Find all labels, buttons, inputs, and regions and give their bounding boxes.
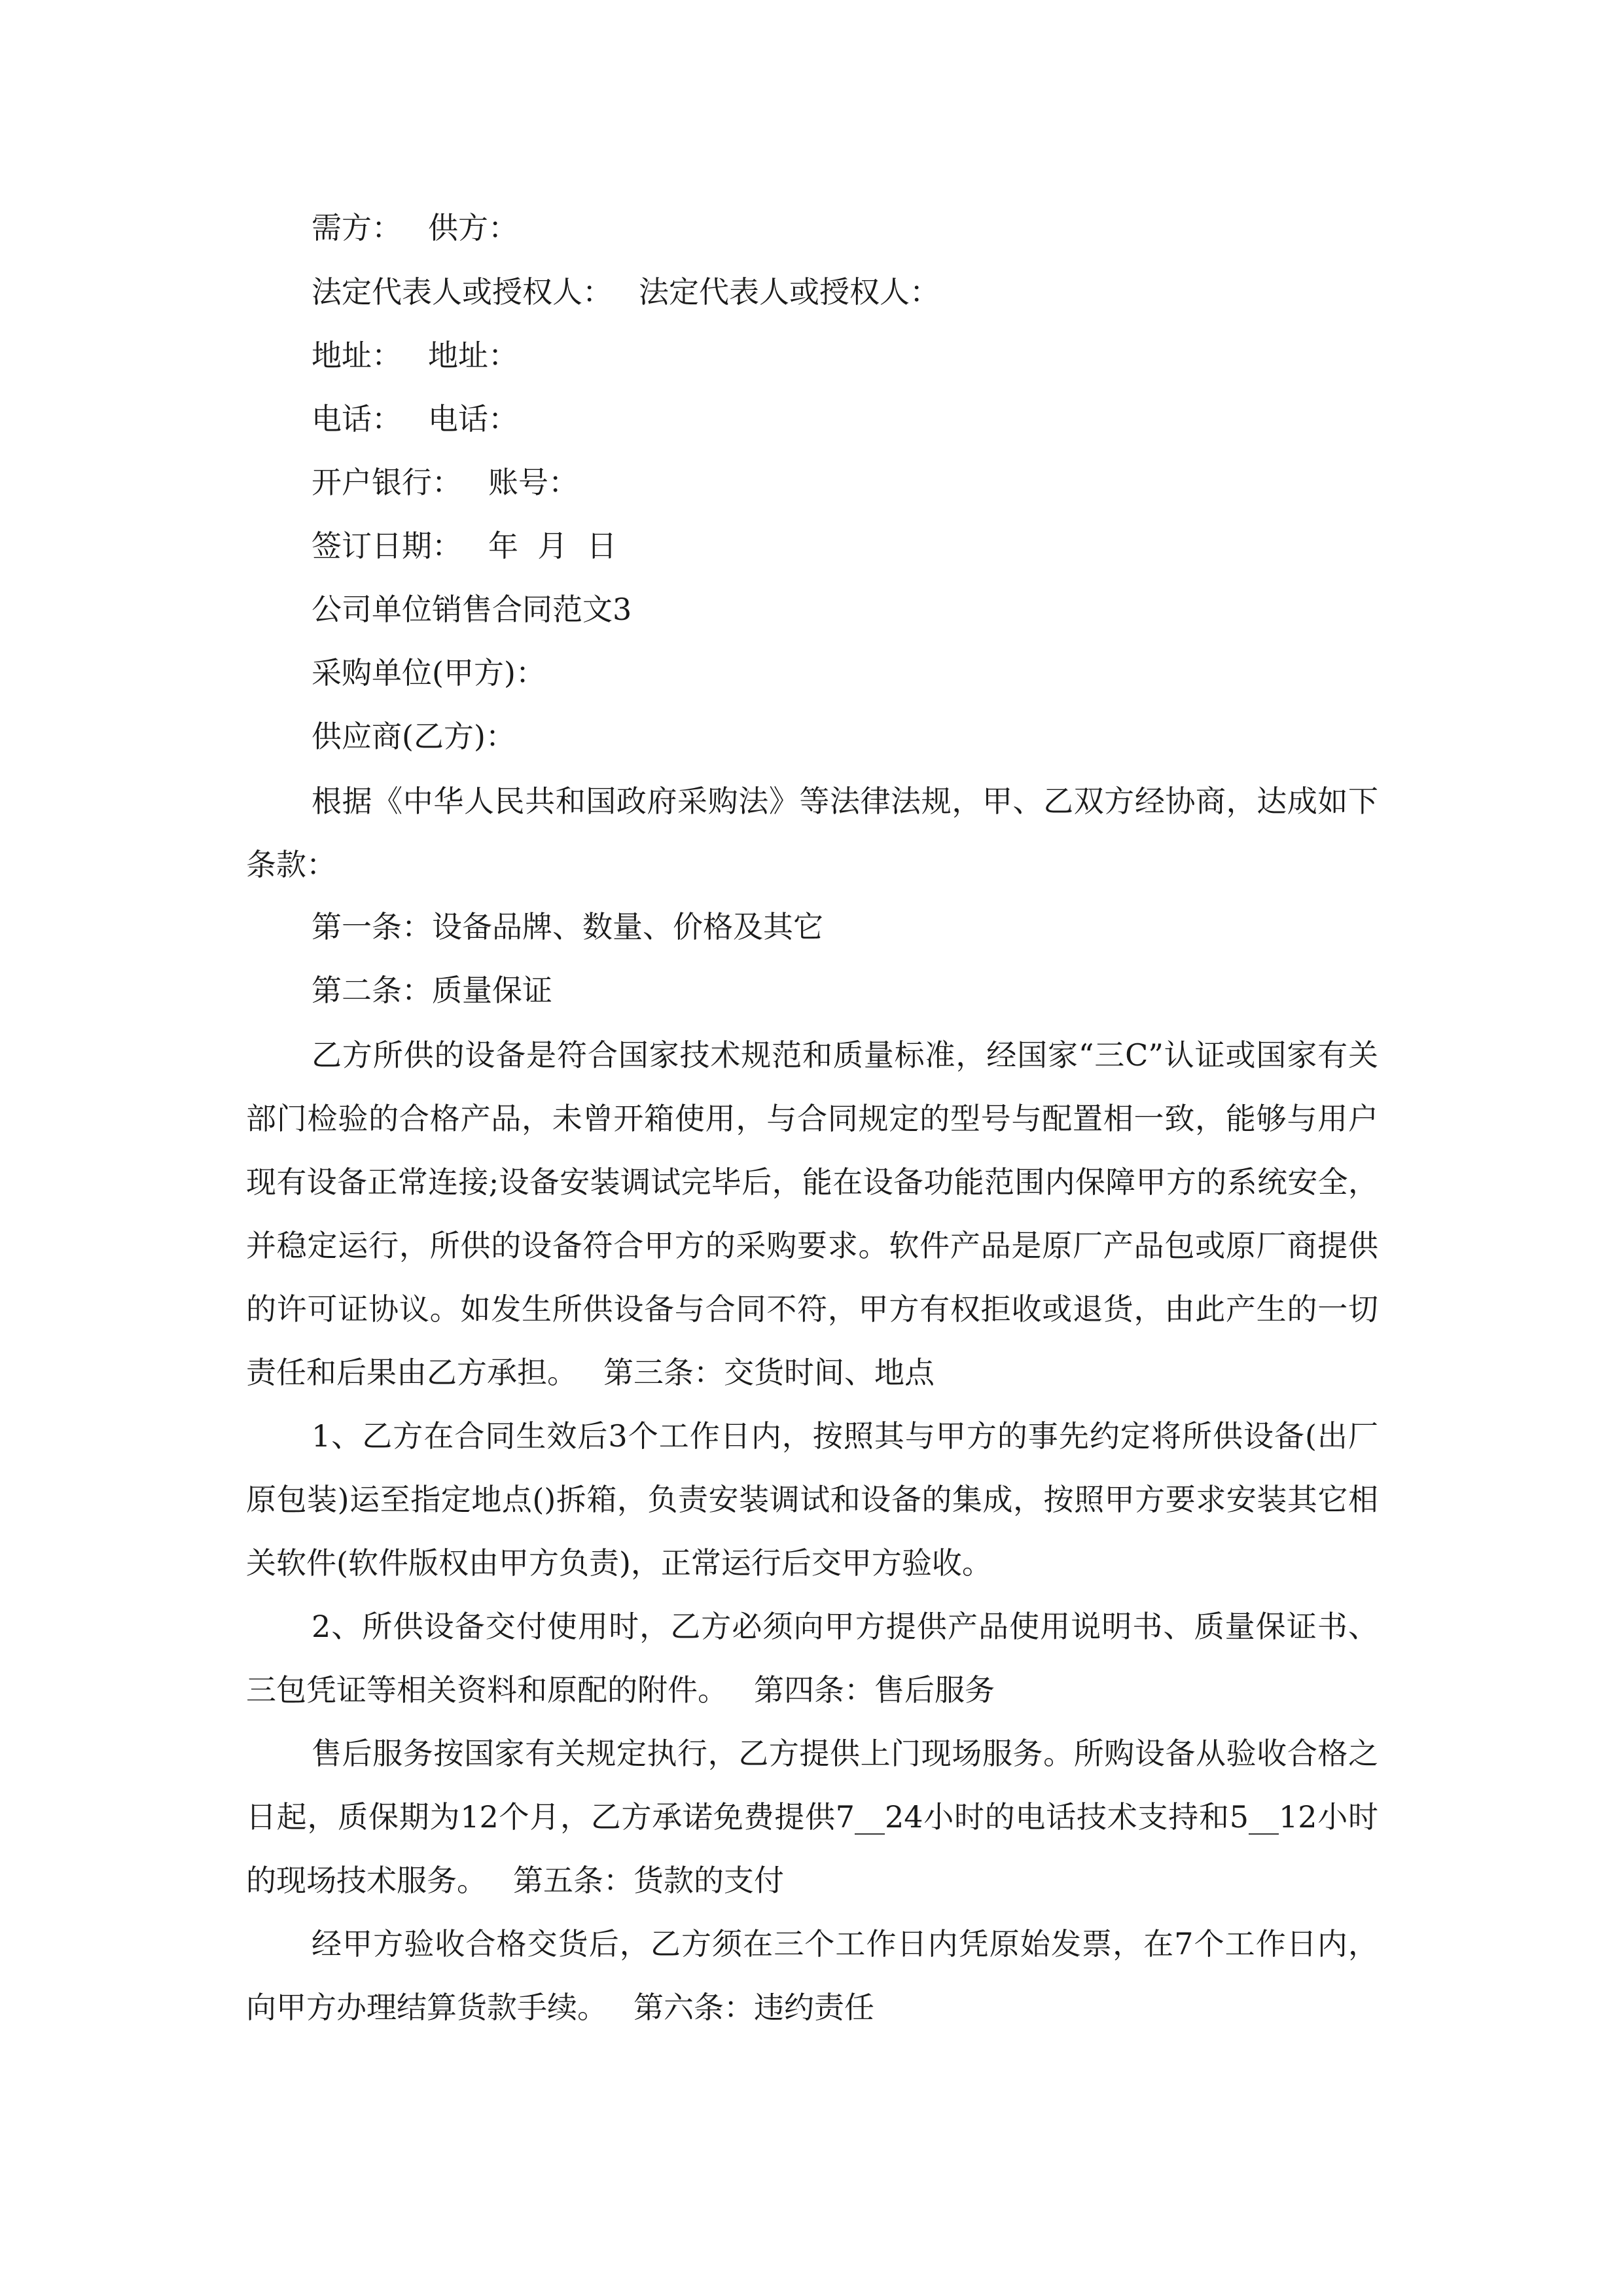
article-3-heading: 第三条：交货时间、地点 <box>603 1355 935 1390</box>
account-label: 账号： <box>488 465 579 500</box>
legal-rep-buyer-label: 法定代表人或授权人： <box>312 274 613 310</box>
article-6-heading: 第六条：违约责任 <box>633 1990 874 2025</box>
intro-paragraph: 根据《中华人民共和国政府采购法》等法律法规，甲、乙双方经协商，达成如下条款： <box>246 783 1378 882</box>
payment-paragraph <box>246 1912 1378 2039</box>
phone-line <box>312 401 518 437</box>
article-5-heading: 第五条：货款的支付 <box>513 1863 784 1898</box>
date-fields: 年 月 日 <box>488 528 617 564</box>
legal-rep-supplier-label: 法定代表人或授权人： <box>639 274 940 310</box>
purchaser-label: 采购单位(甲方)： <box>312 655 546 691</box>
payment-text: 经甲方验收合格交货后，乙方须在三个工作日内凭原始发票，在7个工作日内，向甲方办理结算货款手续。 <box>246 1926 1378 2025</box>
service-paragraph <box>246 1722 1378 1912</box>
legal-rep-line <box>312 274 940 310</box>
quality-text: 乙方所供的设备是符合国家技术规范和质量标准，经国家“三C”认证或国家有关部门检验的合格产品，未曾开箱使用，与合同规定的型号与配置相一致，能够与用户现有设备正常连接;设备安装调试完毕后，能在设备功能范围内保障甲方的系统安全，并稳定运行，所供的设备符合甲方的采购要求。软件产品是原厂产品包或原厂商提供的许可证协议。如发生所供设备与合同不符，甲方有权拒收或退货，由此产生的一切责任和后果由乙方承担。 <box>246 1037 1378 1390</box>
phone-buyer-label: 电话： <box>312 401 402 437</box>
service-text: 售后服务按国家有关规定执行，乙方提供上门现场服务。所购设备从验收合格之日起，质保期为12个月，乙方承诺免费提供7__24小时的电话技术支持和5__12小时的现场技术服务。 <box>246 1736 1378 1898</box>
buyer-supplier-line <box>312 210 518 245</box>
address-line <box>312 338 518 373</box>
quality-paragraph <box>246 1024 1378 1405</box>
article-2-heading: 第二条：质量保证 <box>312 973 552 1008</box>
article-4-heading: 第四条：售后服务 <box>754 1672 995 1708</box>
delivery-2-paragraph <box>246 1595 1378 1722</box>
delivery-1-paragraph: 1、乙方在合同生效后3个工作日内，按照其与甲方的事先约定将所供设备(出厂原包装)运至指定地点()拆箱，负责安装调试和设备的集成，按照甲方要求安装其它相关软件(软件版权由甲方负责)，正常运行后交甲方验收。 <box>246 1418 1378 1581</box>
sign-date-label: 签订日期： <box>312 528 462 564</box>
delivery-2-text: 2、所供设备交付使用时，乙方必须向甲方提供产品使用说明书、质量保证书、三包凭证等相关资料和原配的附件。 <box>246 1609 1378 1708</box>
buyer-label: 需方： <box>312 210 402 245</box>
address-supplier-label: 地址： <box>428 338 518 373</box>
article-1-heading: 第一条：设备品牌、数量、价格及其它 <box>312 909 823 944</box>
phone-supplier-label: 电话： <box>428 401 518 437</box>
bank-label: 开户银行： <box>312 465 462 500</box>
sign-date-line <box>312 528 617 564</box>
vendor-label: 供应商(乙方)： <box>312 719 516 754</box>
supplier-label: 供方： <box>428 210 518 245</box>
bank-line <box>312 465 579 500</box>
contract-title: 公司单位销售合同范文3 <box>312 592 632 627</box>
address-buyer-label: 地址： <box>312 338 402 373</box>
